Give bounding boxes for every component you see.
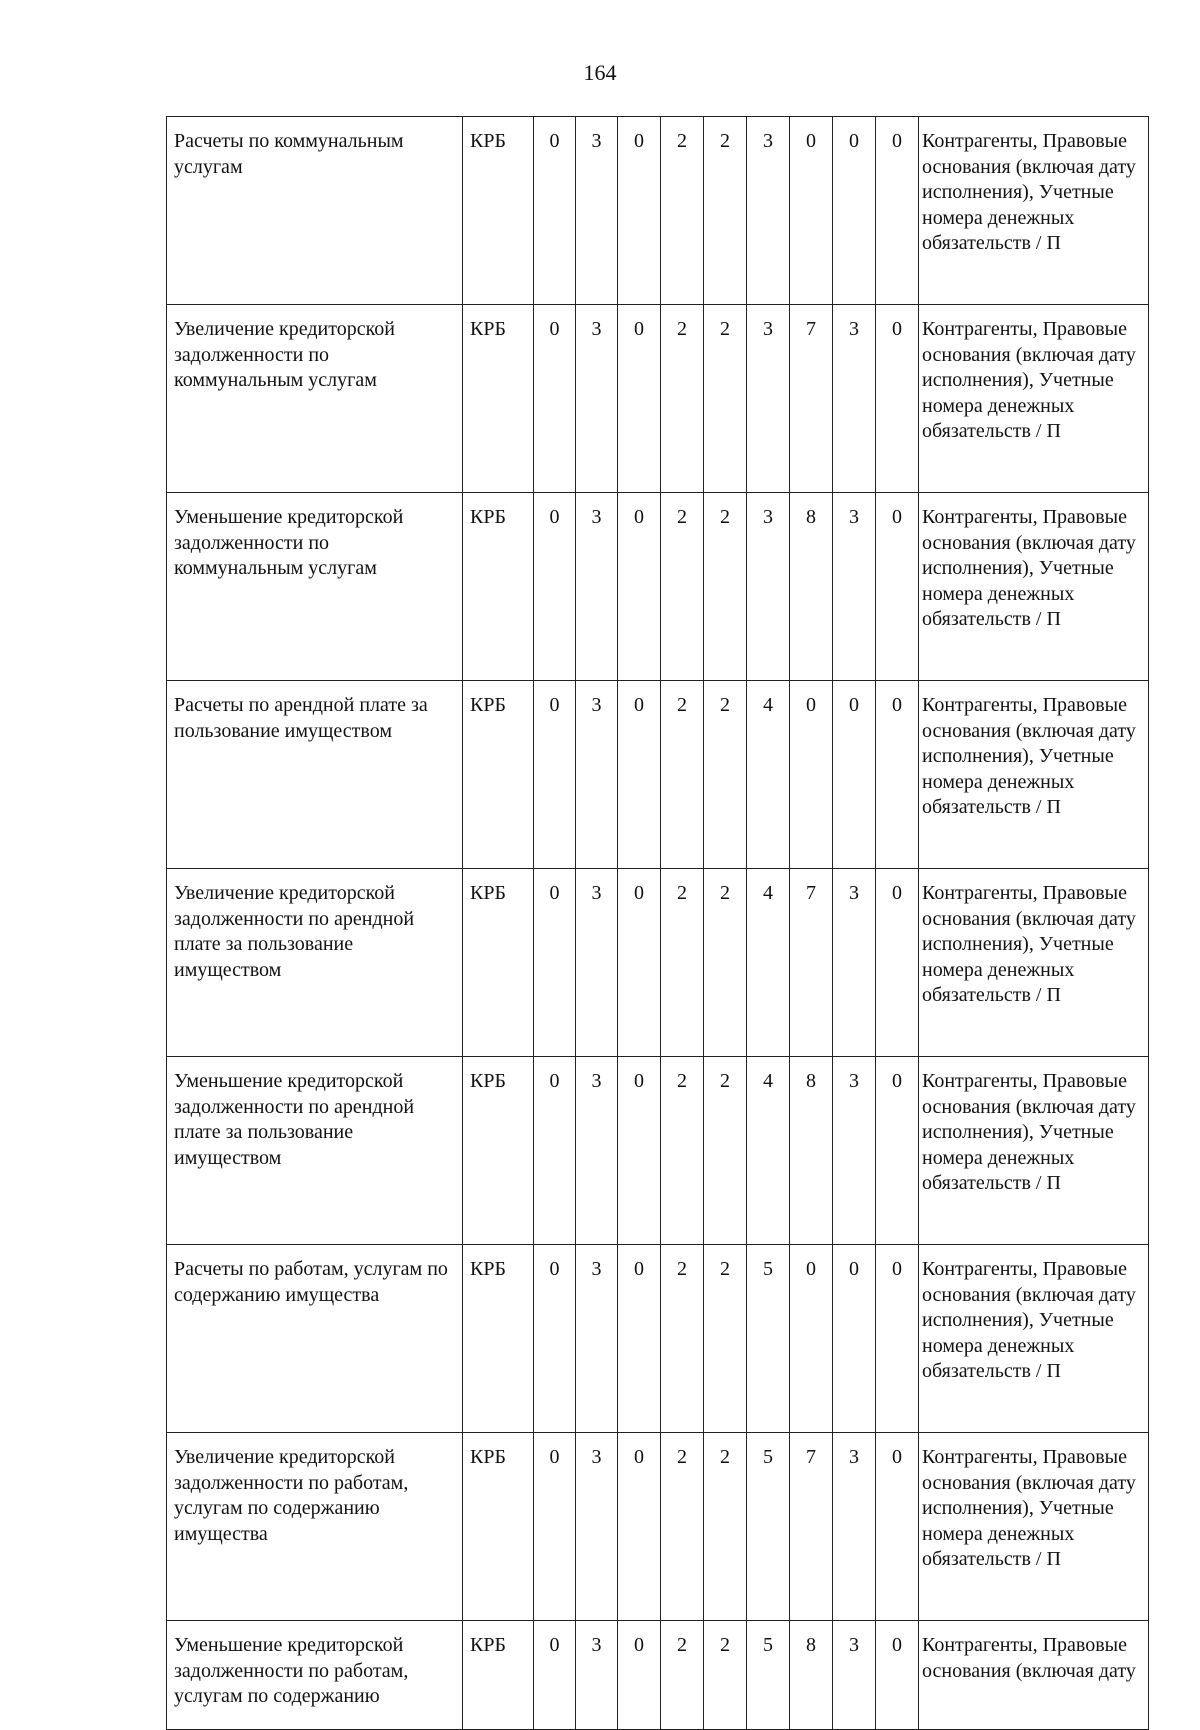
account-name-cell: Расчеты по работам, услугам по содержанию имущества [167, 1245, 463, 1433]
account-digit-cell: 3 [576, 1245, 618, 1433]
analytic-attributes-cell: Контрагенты, Правовые основания (включая дату исполнения), Учетные номера денежных обязательств / П [919, 305, 1149, 493]
account-digit-cell: 5 [747, 1433, 790, 1621]
table-row [167, 493, 1149, 681]
account-digit-cell: 0 [876, 305, 919, 493]
account-digit-cell: 2 [661, 117, 704, 305]
account-digit-cell: 8 [790, 493, 833, 681]
table-row [167, 117, 1149, 305]
analytic-attributes-cell: Контрагенты, Правовые основания (включая дату исполнения), Учетные номера денежных обязательств / П [919, 681, 1149, 869]
account-digit-cell: 3 [833, 305, 876, 493]
account-digit-cell: 2 [704, 869, 747, 1057]
account-digit-cell: 4 [747, 869, 790, 1057]
analytic-attributes-cell: Контрагенты, Правовые основания (включая дату [919, 1621, 1149, 1730]
account-digit-cell: 8 [790, 1057, 833, 1245]
account-digit-cell: 3 [576, 1057, 618, 1245]
account-digit-cell: 2 [661, 493, 704, 681]
account-digit-cell: 4 [747, 681, 790, 869]
account-digit-cell: 0 [534, 117, 576, 305]
account-digit-cell: 0 [534, 1245, 576, 1433]
account-digit-cell: 3 [576, 1433, 618, 1621]
account-digit-cell: 2 [661, 681, 704, 869]
budget-code-cell: КРБ [463, 493, 534, 681]
account-digit-cell: 2 [661, 869, 704, 1057]
account-name-cell: Расчеты по арендной плате за пользование имуществом [167, 681, 463, 869]
account-digit-cell: 0 [833, 1245, 876, 1433]
account-name-cell: Увеличение кредиторской задолженности по коммунальным услугам [167, 305, 463, 493]
budget-code-cell: КРБ [463, 1245, 534, 1433]
account-digit-cell: 0 [618, 1057, 661, 1245]
budget-code-cell: КРБ [463, 117, 534, 305]
account-digit-cell: 2 [704, 117, 747, 305]
budget-code-cell: КРБ [463, 305, 534, 493]
account-digit-cell: 2 [661, 1621, 704, 1730]
account-digit-cell: 3 [833, 1433, 876, 1621]
account-digit-cell: 0 [534, 681, 576, 869]
table-row [167, 1057, 1149, 1245]
account-digit-cell: 0 [876, 1057, 919, 1245]
account-digit-cell: 3 [576, 305, 618, 493]
account-digit-cell: 2 [704, 305, 747, 493]
account-digit-cell: 7 [790, 1433, 833, 1621]
account-digit-cell: 0 [618, 1245, 661, 1433]
account-digit-cell: 2 [661, 1433, 704, 1621]
account-digit-cell: 3 [747, 305, 790, 493]
account-digit-cell: 0 [618, 493, 661, 681]
account-digit-cell: 0 [876, 493, 919, 681]
page-number: 164 [583, 60, 617, 85]
account-digit-cell: 0 [534, 305, 576, 493]
account-name-cell: Уменьшение кредиторской задолженности по арендной плате за пользование имуществом [167, 1057, 463, 1245]
analytic-attributes-cell: Контрагенты, Правовые основания (включая дату исполнения), Учетные номера денежных обязательств / П [919, 1245, 1149, 1433]
account-digit-cell: 7 [790, 305, 833, 493]
account-digit-cell: 0 [790, 1245, 833, 1433]
account-digit-cell: 0 [833, 117, 876, 305]
account-digit-cell: 0 [876, 117, 919, 305]
account-digit-cell: 2 [704, 1433, 747, 1621]
account-name-cell: Расчеты по коммунальным услугам [167, 117, 463, 305]
account-digit-cell: 0 [618, 1433, 661, 1621]
accounts-table [166, 116, 1149, 1730]
account-digit-cell: 3 [576, 493, 618, 681]
account-digit-cell: 3 [576, 1621, 618, 1730]
analytic-attributes-cell: Контрагенты, Правовые основания (включая дату исполнения), Учетные номера денежных обязательств / П [919, 117, 1149, 305]
account-name-cell: Увеличение кредиторской задолженности по арендной плате за пользование имуществом [167, 869, 463, 1057]
account-digit-cell: 3 [833, 1057, 876, 1245]
budget-code-cell: КРБ [463, 869, 534, 1057]
account-digit-cell: 0 [618, 305, 661, 493]
account-digit-cell: 0 [618, 681, 661, 869]
account-digit-cell: 5 [747, 1245, 790, 1433]
account-digit-cell: 0 [833, 681, 876, 869]
account-digit-cell: 3 [576, 117, 618, 305]
account-digit-cell: 8 [790, 1621, 833, 1730]
account-digit-cell: 0 [790, 117, 833, 305]
account-digit-cell: 0 [534, 869, 576, 1057]
account-name-cell: Уменьшение кредиторской задолженности по работам, услугам по содержанию [167, 1621, 463, 1730]
account-digit-cell: 3 [576, 869, 618, 1057]
account-digit-cell: 0 [618, 1621, 661, 1730]
table-row [167, 1621, 1149, 1730]
account-digit-cell: 0 [534, 1057, 576, 1245]
account-digit-cell: 3 [747, 117, 790, 305]
table-row [167, 1245, 1149, 1433]
account-digit-cell: 5 [747, 1621, 790, 1730]
table-row [167, 305, 1149, 493]
account-digit-cell: 2 [661, 1057, 704, 1245]
account-digit-cell: 3 [747, 493, 790, 681]
account-digit-cell: 0 [876, 1621, 919, 1730]
account-name-cell: Уменьшение кредиторской задолженности по коммунальным услугам [167, 493, 463, 681]
account-digit-cell: 0 [534, 1621, 576, 1730]
account-digit-cell: 0 [534, 1433, 576, 1621]
table-row [167, 681, 1149, 869]
analytic-attributes-cell: Контрагенты, Правовые основания (включая дату исполнения), Учетные номера денежных обязательств / П [919, 493, 1149, 681]
account-digit-cell: 2 [704, 1245, 747, 1433]
account-digit-cell: 0 [876, 869, 919, 1057]
account-digit-cell: 2 [661, 305, 704, 493]
account-digit-cell: 0 [534, 493, 576, 681]
account-digit-cell: 0 [876, 681, 919, 869]
budget-code-cell: КРБ [463, 1057, 534, 1245]
table-row [167, 869, 1149, 1057]
table-row [167, 1433, 1149, 1621]
account-digit-cell: 0 [618, 117, 661, 305]
account-digit-cell: 3 [833, 1621, 876, 1730]
analytic-attributes-cell: Контрагенты, Правовые основания (включая дату исполнения), Учетные номера денежных обязательств / П [919, 1057, 1149, 1245]
account-digit-cell: 2 [704, 681, 747, 869]
budget-code-cell: КРБ [463, 681, 534, 869]
account-digit-cell: 2 [704, 1057, 747, 1245]
budget-code-cell: КРБ [463, 1621, 534, 1730]
account-digit-cell: 4 [747, 1057, 790, 1245]
account-digit-cell: 0 [876, 1433, 919, 1621]
account-digit-cell: 0 [876, 1245, 919, 1433]
account-digit-cell: 2 [704, 1621, 747, 1730]
account-digit-cell: 3 [576, 681, 618, 869]
analytic-attributes-cell: Контрагенты, Правовые основания (включая дату исполнения), Учетные номера денежных обязательств / П [919, 1433, 1149, 1621]
budget-code-cell: КРБ [463, 1433, 534, 1621]
analytic-attributes-cell: Контрагенты, Правовые основания (включая дату исполнения), Учетные номера денежных обязательств / П [919, 869, 1149, 1057]
account-digit-cell: 2 [704, 493, 747, 681]
account-digit-cell: 3 [833, 869, 876, 1057]
account-digit-cell: 0 [618, 869, 661, 1057]
account-name-cell: Увеличение кредиторской задолженности по работам, услугам по содержанию имущества [167, 1433, 463, 1621]
account-digit-cell: 2 [661, 1245, 704, 1433]
account-digit-cell: 3 [833, 493, 876, 681]
account-digit-cell: 0 [790, 681, 833, 869]
account-digit-cell: 7 [790, 869, 833, 1057]
